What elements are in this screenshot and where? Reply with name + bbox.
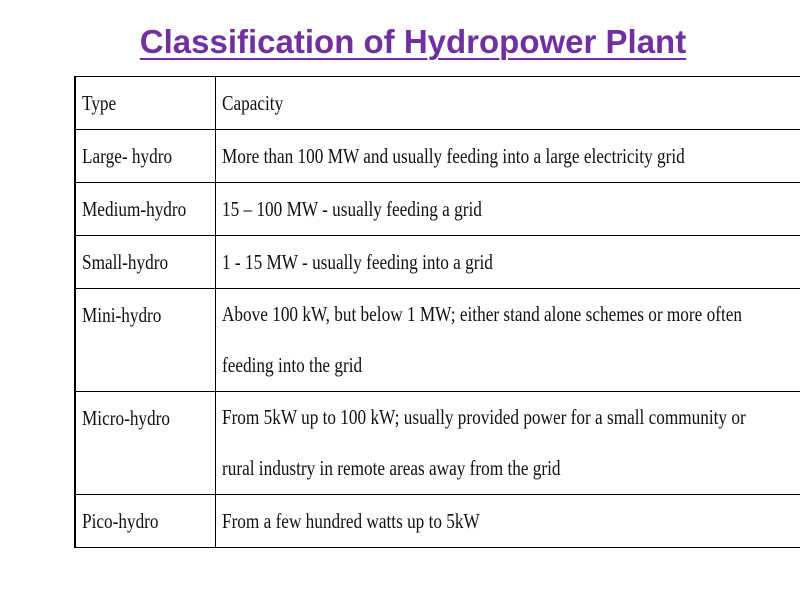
capacity-line: From 5kW up to 100 kW; usually provided power for a small community or <box>222 405 746 429</box>
capacity-cell <box>216 130 800 183</box>
type-cell <box>75 130 216 183</box>
type-label: Small-hydro <box>82 250 169 274</box>
type-cell <box>75 236 216 289</box>
slide-title: Classification of Hydropower Plant <box>139 23 687 60</box>
capacity-cell <box>216 495 800 548</box>
capacity-label: From a few hundred watts up to 5kW <box>222 509 480 533</box>
capacity-label: More than 100 MW and usually feeding into a large electricity grid <box>222 144 685 168</box>
capacity-cell <box>216 289 800 392</box>
capacity-label: 15 – 100 MW - usually feeding a grid <box>222 197 483 221</box>
type-label: Medium-hydro <box>82 197 187 221</box>
capacity-cell <box>216 392 800 495</box>
table-row <box>75 236 800 289</box>
hydropower-classification-table <box>74 76 800 548</box>
type-cell <box>75 392 216 495</box>
type-label: Micro-hydro <box>82 406 170 430</box>
header-capacity <box>216 77 800 130</box>
header-type-label: Type <box>82 91 117 115</box>
table-row <box>75 183 800 236</box>
type-label: Mini-hydro <box>82 303 162 327</box>
table-row <box>75 392 800 495</box>
capacity-line: rural industry in remote areas away from the grid <box>222 456 561 480</box>
header-capacity-label: Capacity <box>222 91 284 115</box>
table-row <box>75 289 800 392</box>
table-header-row <box>75 77 800 130</box>
type-cell <box>75 289 216 392</box>
capacity-line: Above 100 kW, but below 1 MW; either stand alone schemes or more often <box>222 302 743 326</box>
type-label: Large- hydro <box>82 144 173 168</box>
header-type <box>75 77 216 130</box>
capacity-label: 1 - 15 MW - usually feeding into a grid <box>222 250 494 274</box>
capacity-cell <box>216 183 800 236</box>
type-cell <box>75 495 216 548</box>
table-row <box>75 495 800 548</box>
capacity-cell <box>216 236 800 289</box>
type-cell <box>75 183 216 236</box>
type-label: Pico-hydro <box>82 509 159 533</box>
table-row <box>75 130 800 183</box>
capacity-line: feeding into the grid <box>222 353 363 377</box>
